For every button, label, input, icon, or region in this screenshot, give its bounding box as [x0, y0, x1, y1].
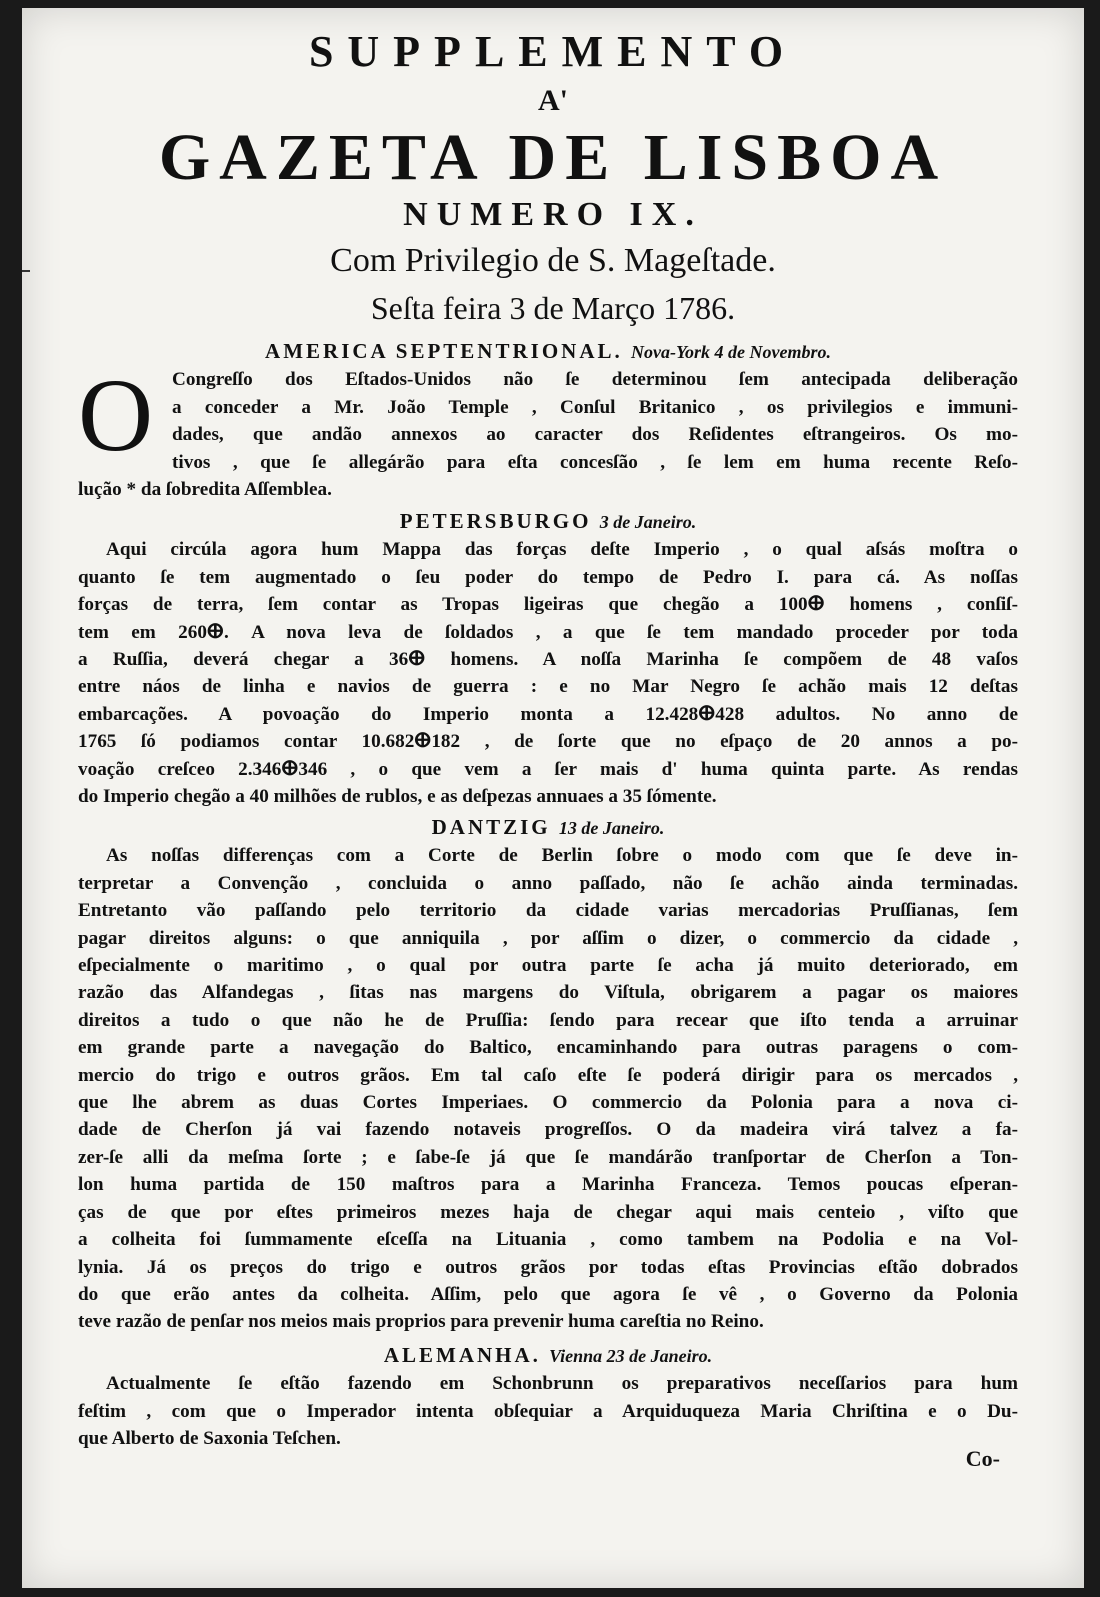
title-a: A': [538, 84, 568, 117]
text-line: quanto ſe tem augmentado o ſeu poder do tempo de Pedro I. para cá. As noſſas: [78, 566, 1018, 588]
text-line: razão das Alfandegas , ſitas nas margens do Viſtula, obrigarem a pagar os maiores: [78, 982, 1018, 1004]
dropcap-paragraph: [78, 358, 1018, 503]
text-line: Congreſſo dos Eſtados-Unidos não ſe determinou ſem antecipada deliberação: [172, 369, 1018, 391]
section-america: [78, 338, 1018, 503]
catchword: Co-: [965, 1446, 1000, 1471]
text-line: voação creſceo 2.346ⴲ346 , o que vem a ſer mais d' huma quinta parte. As rendas: [78, 758, 1018, 780]
text-line: mercio do trigo e outros grãos. Em tal caſo eſte ſe poderá dirigir para os mercados ,: [78, 1064, 1018, 1086]
newspaper-page: [22, 8, 1084, 1588]
text-line: a Ruſſia, deverá chegar a 36ⴲ homens. A noſſa Marinha ſe compõem de 48 vaſos: [78, 649, 1018, 671]
text-line: tivos , que ſe allegárão para eſta concesſão , ſe lem em huma recente Reſo-: [172, 451, 1018, 473]
heading-text: DANTZIG: [431, 815, 551, 839]
section-heading: [78, 814, 1018, 842]
privilege-line: Com Privilegio de S. Mageſtade.: [330, 242, 776, 279]
text-line: a conceder a Mr. João Temple , Conſul Britanico , os privilegios e immuni-: [172, 396, 1018, 418]
heading-text: PETERSBURGO: [399, 509, 592, 533]
text-line: em grande parte a navegação do Baltico, encaminhando para outras paragens o com-: [78, 1037, 1018, 1059]
text-line: lon huma partida de 150 maſtros para a Marinha Franceza. Temos poucas eſperan-: [78, 1174, 1018, 1196]
section-heading: [78, 338, 1018, 366]
dateline: 13 de Janeiro.: [558, 818, 665, 838]
text-line: do Imperio chegão a 40 milhões de rublos, e as deſpezas annuaes a 35 ſómente.: [78, 786, 717, 808]
text-line: embarcações. A povoação do Imperio monta a 12.428ⴲ428 adultos. No anno de: [78, 703, 1018, 725]
text-line: feſtim , com que o Imperador intenta obſequiar a Arquiduqueza Maria Chriſtina e o Du-: [78, 1400, 1018, 1422]
dateline: Nova-York 4 de Novembro.: [631, 342, 831, 362]
text-line: dades, que andão annexos ao caracter dos Reſidentes eſtrangeiros. Os mo-: [172, 424, 1018, 446]
text-line: forças de terra, ſem contar as Tropas ligeiras que chegão a 100ⴲ homens , conſiſ-: [78, 594, 1018, 616]
issue-number: NUMERO IX.: [403, 196, 703, 233]
text-line: lução * da ſobredita Aſſemblea.: [78, 479, 332, 501]
text-line: Actualmente ſe eſtão fazendo em Schonbrunn os preparativos neceſſarios para hum: [106, 1373, 1018, 1395]
text-line: ças de que por eſtes primeiros mezes haja de chegar aqui mais centeio , viſto que: [78, 1201, 1018, 1223]
text-line: teve razão de penſar nos meios mais proprios para prevenir huma careſtia no Reino.: [78, 1311, 764, 1333]
dateline: 3 de Janeiro.: [599, 512, 697, 532]
text-line: Aqui circúla agora hum Mappa das forças deſte Imperio , o qual aſsás moſtra o: [106, 539, 1018, 561]
text-line: As noſſas differenças com a Corte de Berlin ſobre o modo com que ſe deve in-: [106, 845, 1018, 867]
heading-text: ALEMANHA.: [383, 1343, 541, 1367]
dateline: Vienna 23 de Janeiro.: [549, 1346, 713, 1366]
text-line: pagar direitos alguns: o que anniquila , por aſſim o dizer, o commercio da cidade ,: [78, 927, 1018, 949]
heading-text: AMERICA SEPTENTRIONAL.: [265, 339, 623, 363]
text-line: 1765 ſó podiamos contar 10.682ⴲ182 , de ſorte que no eſpaço de 20 annos a po-: [78, 731, 1018, 753]
text-line: direitos a tudo o que não he de Pruſſia: ſendo para recear que iſto tenda a arruinar: [78, 1009, 1018, 1031]
section-heading: [78, 508, 1018, 536]
title-supplemento: SUPPLEMENTO: [308, 27, 798, 76]
title-gazeta: GAZETA DE LISBOA: [158, 121, 948, 194]
text-line: terpretar a Convenção , concluida o anno paſſado, não ſe achão ainda terminadas.: [78, 872, 1018, 894]
issue-date: Seſta feira 3 de Março 1786.: [370, 290, 736, 326]
text-line: a colheita foi ſummamente eſceſſa na Lituania , como tambem na Podolia e na Vol-: [78, 1229, 1018, 1251]
drop-cap: O: [78, 358, 154, 474]
text-line: Entretanto vão paſſando pelo territorio da cidade varias mercadorias Pruſſianas, ſem: [78, 900, 1018, 922]
text-line: zer-ſe alli da meſma ſorte ; e ſabe-ſe já que ſe mandárão tranſportar de Cherſon a Ton-: [78, 1146, 1018, 1168]
text-line: que Alberto de Saxonia Teſchen.: [78, 1428, 341, 1450]
section-alemanha: [78, 1342, 1018, 1453]
text-line: tem em 260ⴲ. A nova leva de ſoldados , a que ſe tem mandado proceder por toda: [78, 621, 1018, 643]
section-petersburgo: [78, 508, 1018, 810]
text-line: eſpecialmente o maritimo , o qual por outra parte ſe acha já muito deteriorado, em: [78, 955, 1018, 977]
text-line: que lhe abrem as duas Cortes Imperiaes. O commercio da Polonia para a nova ci-: [78, 1092, 1018, 1114]
text-line: do que erão antes da colheita. Aſſim, pelo que agora ſe vê , o Governo da Polonia: [78, 1283, 1018, 1305]
section-dantzig: [78, 814, 1018, 1336]
text-line: entre náos de linha e navios de guerra : e no Mar Negro ſe achão mais 12 deſtas: [78, 676, 1018, 698]
section-heading: [78, 1342, 1018, 1370]
text-line: lynia. Já os preços do trigo e outros grãos por todas eſtas Provincias eſtão dobrados: [78, 1256, 1018, 1278]
text-line: dade de Cherſon já vai fazendo notaveis progreſſos. O da madeira virá talvez a fa-: [78, 1119, 1018, 1141]
